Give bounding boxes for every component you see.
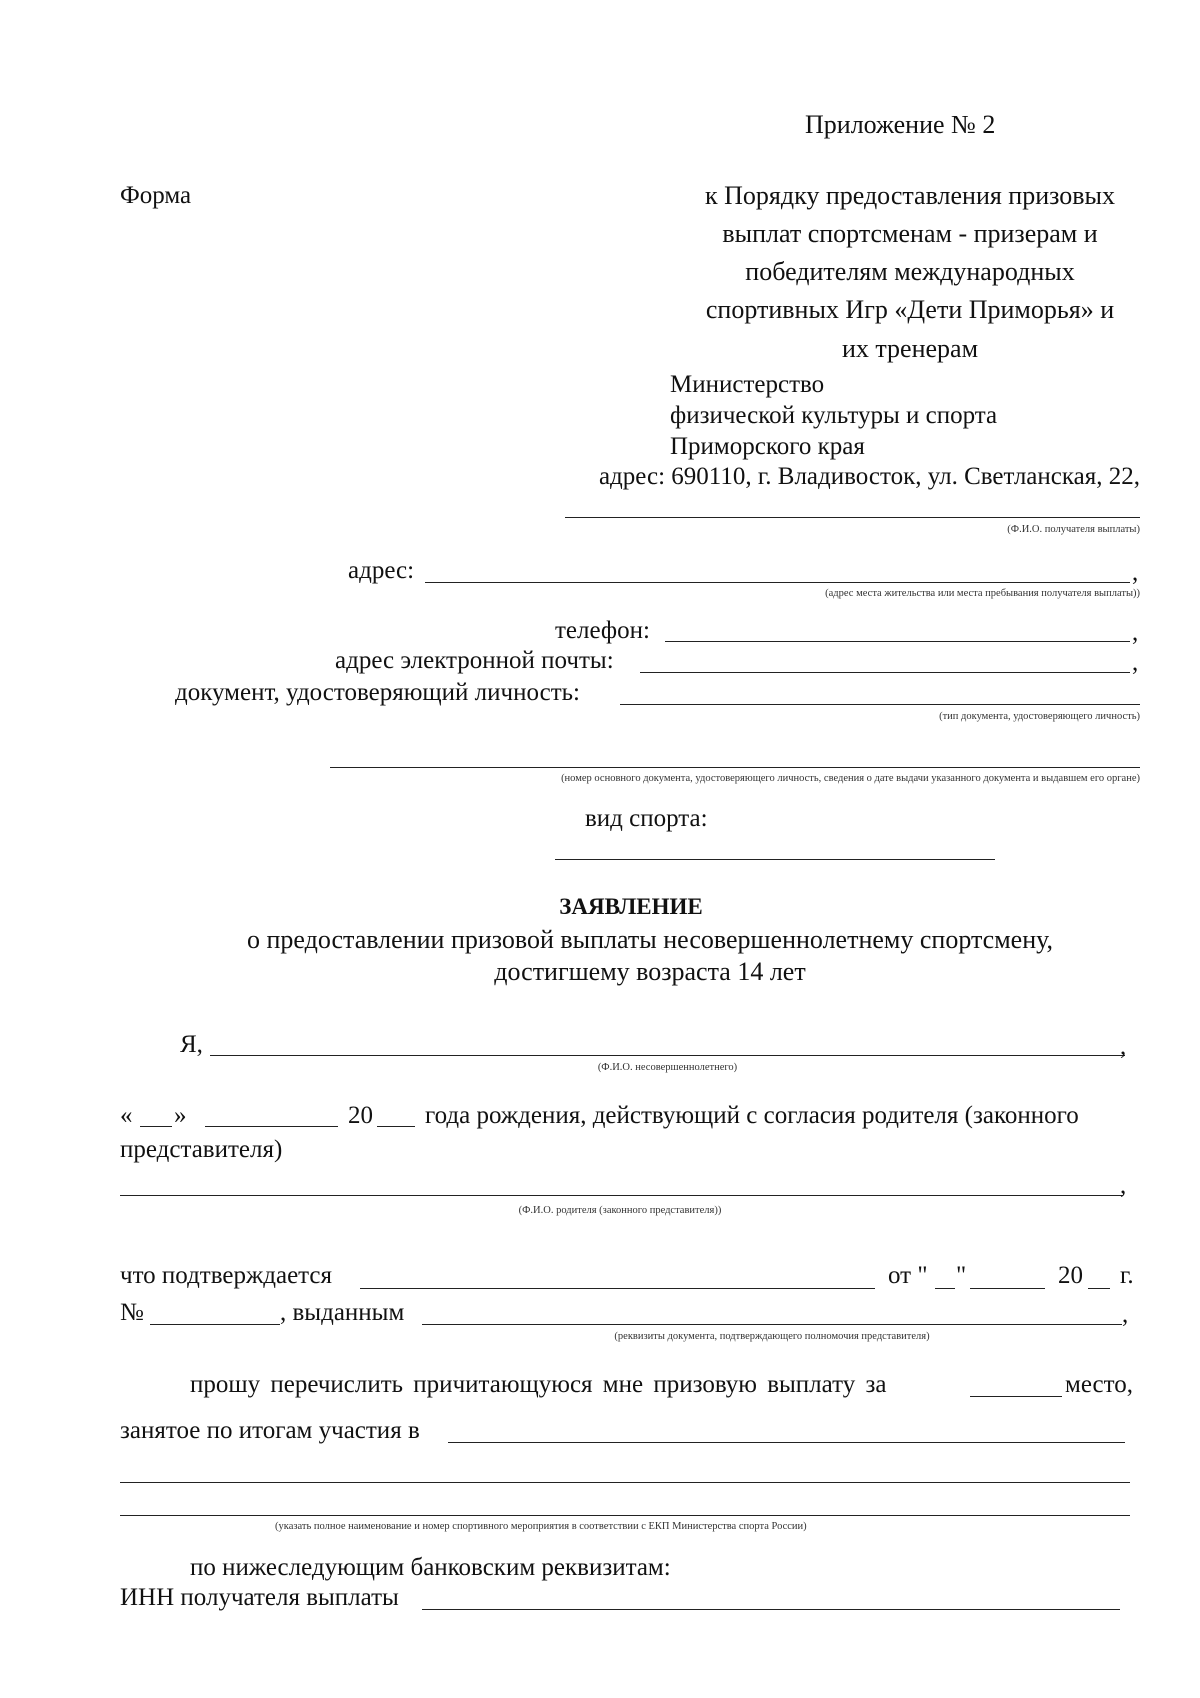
order-line-2: выплат спортсменам - призерам и bbox=[722, 219, 1098, 248]
confirm-day-line[interactable] bbox=[935, 1288, 955, 1289]
place-word: место, bbox=[1065, 1371, 1133, 1398]
event-hint: (указать полное наименование и номер спортивного мероприятия в соответствии с ЕКП Министерства спорта России) bbox=[275, 1521, 807, 1532]
phone-line[interactable] bbox=[665, 641, 1130, 642]
sport-label: вид спорта: bbox=[585, 805, 708, 832]
i-label: Я, bbox=[180, 1031, 203, 1058]
bank-text: по нижеследующим банковским реквизитам: bbox=[190, 1554, 671, 1581]
event-line-1[interactable] bbox=[448, 1442, 1125, 1443]
title-line-2: достигшему возраста 14 лет bbox=[494, 957, 806, 986]
sport-line[interactable] bbox=[555, 859, 995, 860]
minor-fio-comma: , bbox=[1120, 1033, 1127, 1060]
confirm-doc-line[interactable] bbox=[360, 1288, 875, 1289]
email-line[interactable] bbox=[640, 672, 1130, 673]
minor-fio-line[interactable] bbox=[210, 1055, 1125, 1056]
event-line-2[interactable] bbox=[120, 1482, 1130, 1483]
id-doc-line[interactable] bbox=[620, 704, 1140, 705]
confirm-year-prefix: 20 bbox=[1058, 1262, 1083, 1289]
inn-label: ИНН получателя выплаты bbox=[120, 1584, 399, 1611]
address-line[interactable] bbox=[425, 582, 1130, 583]
confirmed-label: что подтверждается bbox=[120, 1262, 332, 1289]
parent-fio-comma: , bbox=[1120, 1172, 1127, 1199]
id-details-line[interactable] bbox=[330, 767, 1140, 768]
id-doc-label: документ, удостоверяющий личность: bbox=[175, 679, 580, 706]
confirm-number-line[interactable] bbox=[150, 1324, 280, 1325]
order-line-3: победителям международных bbox=[745, 257, 1075, 286]
parent-fio-hint: (Ф.И.О. родителя (законного представителя)) bbox=[518, 1205, 722, 1216]
minor-fio-hint: (Ф.И.О. несовершеннолетнего) bbox=[597, 1062, 738, 1073]
ministry-line-2: физической культуры и спорта bbox=[670, 402, 998, 429]
confirm-year-line[interactable] bbox=[1088, 1288, 1110, 1289]
id-doc-hint: (тип документа, удостоверяющего личность) bbox=[939, 711, 1140, 722]
title-line-1: о предоставлении призовой выплаты несовершеннолетнему спортсмену, bbox=[247, 925, 1053, 954]
inn-line[interactable] bbox=[422, 1609, 1120, 1610]
ministry-line-1: Министерство bbox=[670, 371, 825, 398]
request-text: прошу перечислить причитающуюся мне призовую выплату за bbox=[190, 1371, 887, 1398]
phone-comma: , bbox=[1132, 619, 1139, 646]
confirm-year-suffix: г. bbox=[1120, 1262, 1134, 1289]
document-heading: ЗАЯВЛЕНИЕ bbox=[559, 894, 703, 919]
issued-label: , выданным bbox=[280, 1299, 405, 1326]
place-line[interactable] bbox=[970, 1396, 1062, 1397]
applicant-fio-hint: (Ф.И.О. получателя выплаты) bbox=[1007, 524, 1140, 535]
birth-year-line[interactable] bbox=[377, 1126, 415, 1127]
birth-quote-open: « bbox=[120, 1102, 133, 1129]
address-hint: (адрес места жительства или места пребывания получателя выплаты)) bbox=[825, 588, 1140, 599]
ministry-line-3: Приморского края bbox=[670, 433, 865, 460]
birth-day-line[interactable] bbox=[140, 1126, 172, 1127]
representative-word: представителя) bbox=[120, 1136, 283, 1163]
order-line-1: к Порядку предоставления призовых bbox=[704, 181, 1116, 210]
parent-fio-line[interactable] bbox=[120, 1195, 1123, 1196]
address-label: адрес: bbox=[348, 557, 415, 584]
email-label: адрес электронной почты: bbox=[335, 647, 614, 674]
phone-label: телефон: bbox=[555, 617, 650, 644]
order-line-4: спортивных Игр «Дети Приморья» и bbox=[705, 295, 1115, 324]
birth-year-prefix: 20 bbox=[348, 1102, 373, 1129]
id-details-hint: (номер основного документа, удостоверяющего личность, сведения о дате выдачи указанного документа и выдавшем его органе) bbox=[561, 773, 1140, 784]
form-label: Форма bbox=[120, 182, 192, 209]
confirm-month-line[interactable] bbox=[970, 1288, 1045, 1289]
ministry-address: адрес: 690110, г. Владивосток, ул. Светланская, 22, bbox=[598, 463, 1140, 490]
occupied-label: занятое по итогам участия в bbox=[120, 1417, 420, 1444]
birth-text: года рождения, действующий с согласия родителя (законного bbox=[425, 1102, 1079, 1129]
address-comma: , bbox=[1132, 559, 1139, 586]
appendix-number: Приложение № 2 bbox=[805, 110, 996, 139]
applicant-fio-line[interactable] bbox=[565, 517, 1140, 518]
event-line-3[interactable] bbox=[120, 1515, 1130, 1516]
requisites-hint: (реквизиты документа, подтверждающего полномочия представителя) bbox=[614, 1331, 930, 1342]
issued-by-line[interactable] bbox=[422, 1324, 1122, 1325]
number-sign: № bbox=[120, 1299, 144, 1326]
email-comma: , bbox=[1132, 649, 1139, 676]
birth-month-line[interactable] bbox=[205, 1126, 338, 1127]
issued-by-comma: , bbox=[1122, 1301, 1129, 1328]
birth-quote-close: » bbox=[174, 1102, 187, 1129]
order-line-5: их тренерам bbox=[841, 334, 979, 363]
from-quote-close: " bbox=[956, 1262, 967, 1289]
from-label: от " bbox=[888, 1262, 928, 1289]
